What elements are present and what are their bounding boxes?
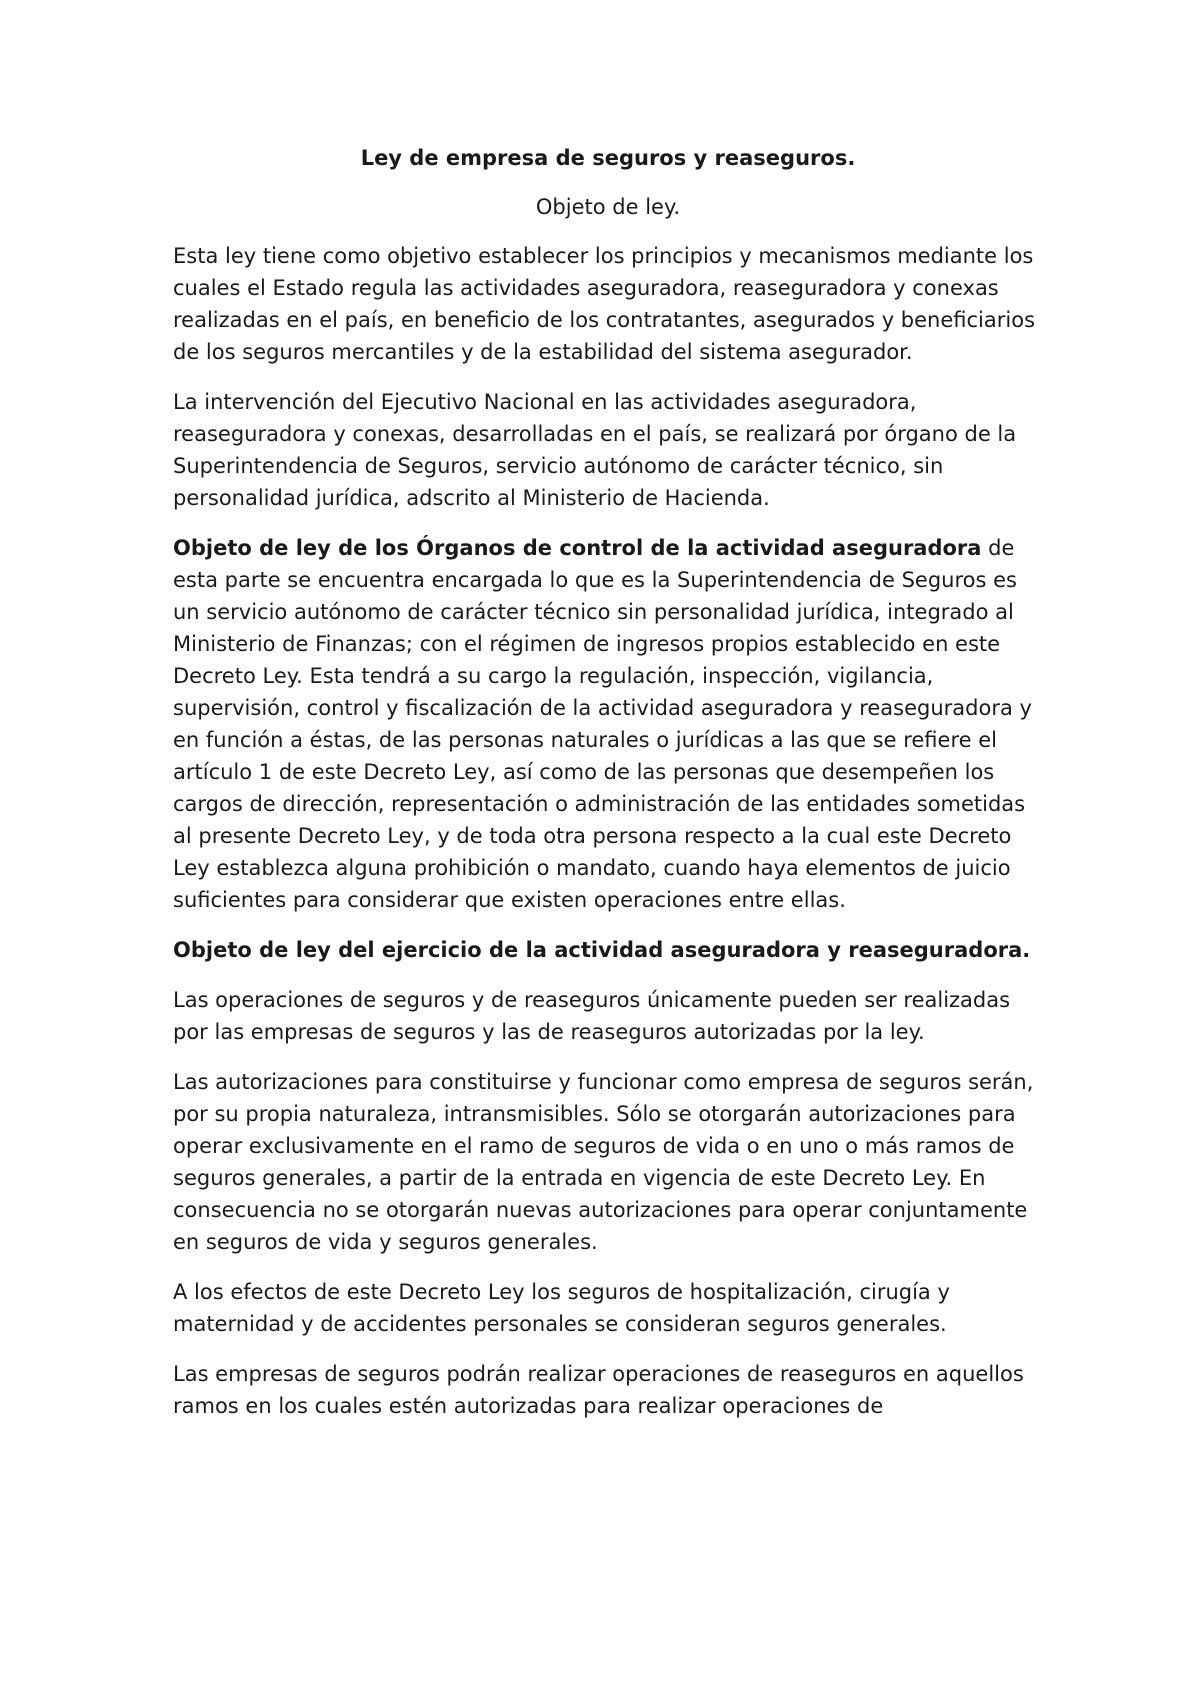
paragraph-intervention: La intervención del Ejecutivo Nacional en las actividades aseguradora, reaseguradora y conexas, desarrolladas en el país, se realizará por órgano de la Superintendencia de Seguros, servicio autónomo de carácter técnico, sin personalidad jurídica, adscrito al Ministerio de Hacienda. <box>173 390 1017 510</box>
paragraph-objective: Esta ley tiene como objetivo establecer los principios y mecanismos mediante los cuales el Estado regula las actividades aseguradora, reaseguradora y conexas realizadas en el país, en beneficio de los contratantes, asegurados y beneficiarios de los seguros mercantiles y de la estabilidad del sistema asegurador. <box>173 244 1036 364</box>
control-organs-heading: Objeto de ley de los Órganos de control de la actividad aseguradora <box>173 536 982 560</box>
paragraph-general-insurance: A los efectos de este Decreto Ley los seguros de hospitalización, cirugía y maternidad y de accidentes personales se consideran seguros generales. <box>173 1280 950 1336</box>
paragraph-control-organs <box>173 532 1043 916</box>
paragraph-operations: Las operaciones de seguros y de reaseguros únicamente pueden ser realizadas por las empresas de seguros y las de reaseguros autorizadas por la ley. <box>173 988 1011 1044</box>
document-body <box>173 142 1043 1440</box>
paragraph-reinsurance: Las empresas de seguros podrán realizar operaciones de reaseguros en aquellos ramos en los cuales estén autorizadas para realizar operaciones de <box>173 1362 1024 1418</box>
document-subtitle: Objeto de ley. <box>535 195 681 219</box>
document-title: Ley de empresa de seguros y reaseguros. <box>360 146 856 170</box>
control-organs-text: de esta parte se encuentra encargada lo que es la Superintendencia de Seguros es un servicio autónomo de carácter técnico sin personalidad jurídica, integrado al Ministerio de Finanzas; con el régimen de ingresos propios establecido en este Decreto Ley. Esta tendrá a su cargo la regulación, inspección, vigilancia, supervisión, control y fiscalización de la actividad aseguradora y reaseguradora y en función a éstas, de las personas naturales o jurídicas a las que se refiere el artículo 1 de este Decreto Ley, así como de las personas que desempeñen los cargos de dirección, representación o administración de las entidades sometidas al presente Decreto Ley, y de toda otra persona respecto a la cual este Decreto Ley establezca alguna prohibición o mandato, cuando haya elementos de juicio suficientes para considerar que existen operaciones entre ellas. <box>173 536 1032 912</box>
section-heading-activity: Objeto de ley del ejercicio de la actividad aseguradora y reaseguradora. <box>173 938 1031 962</box>
paragraph-authorizations: Las autorizaciones para constituirse y funcionar como empresa de seguros serán, por su propia naturaleza, intransmisibles. Sólo se otorgarán autorizaciones para operar exclusivamente en el ramo de seguros de vida o en uno o más ramos de seguros generales, a partir de la entrada en vigencia de este Decreto Ley. En consecuencia no se otorgarán nuevas autorizaciones para operar conjuntamente en seguros de vida y seguros generales. <box>173 1070 1034 1254</box>
